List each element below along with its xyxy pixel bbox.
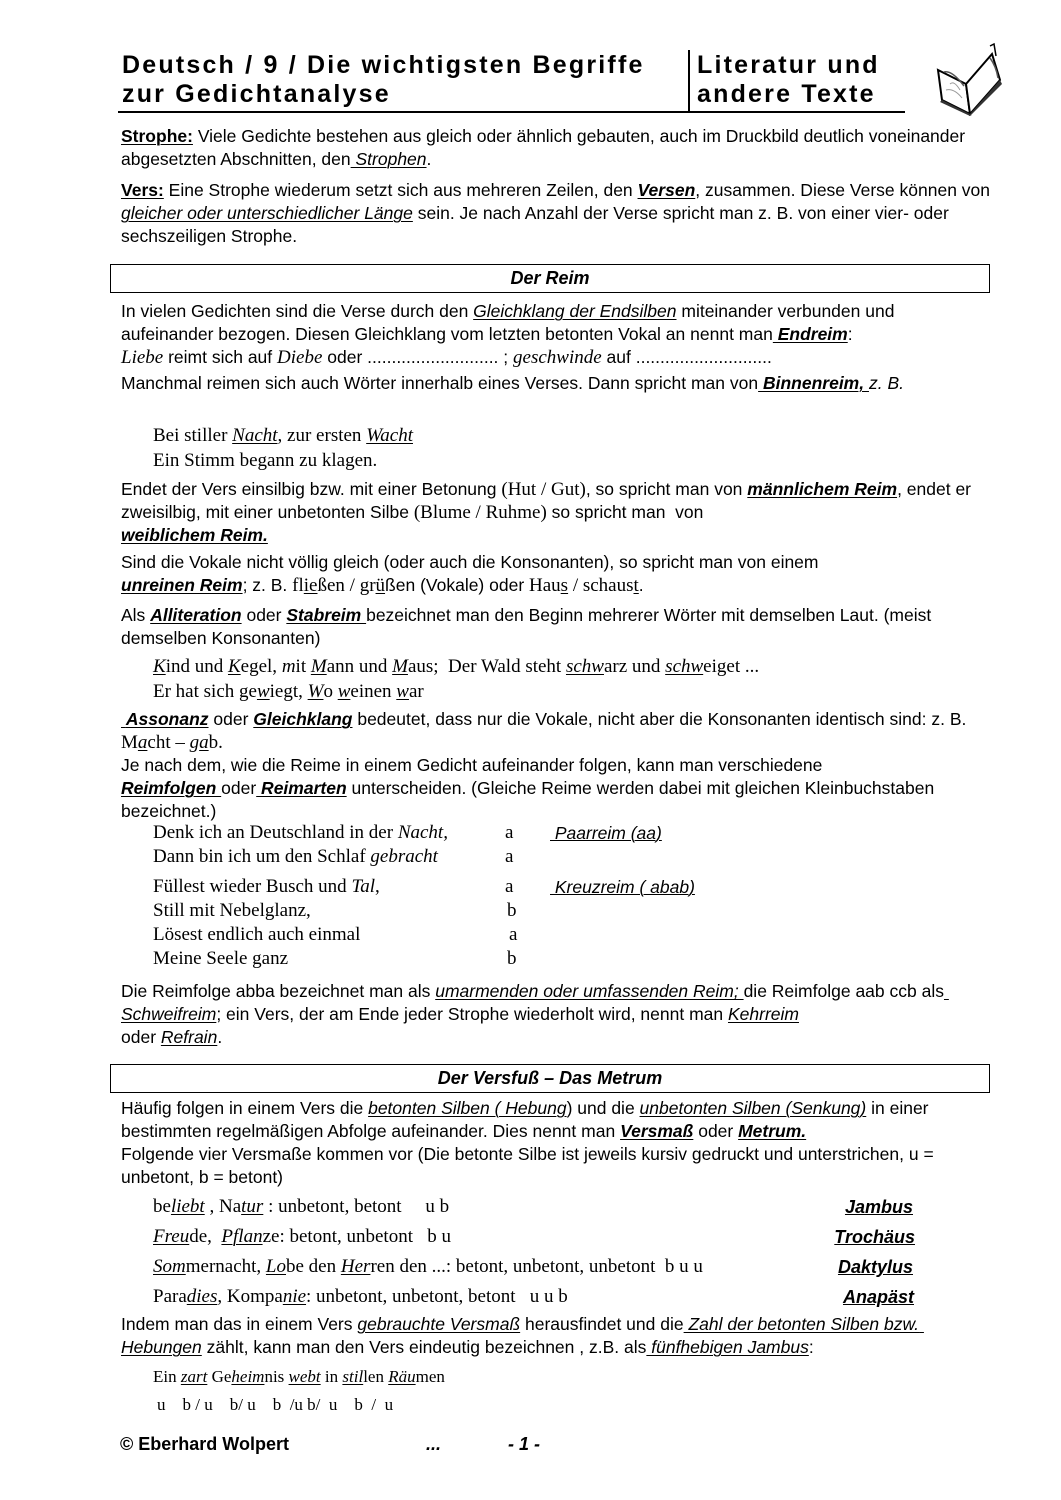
text-run: Lösest endlich auch einmal [153,924,361,945]
text-run: , zusammen. Diese Verse können von [695,180,995,200]
text-run: . [217,1027,223,1047]
emphasized-text: schw [565,656,604,677]
meter-example [153,1252,703,1282]
text-run: so spricht man von [551,502,704,522]
text-run: Als [121,605,151,625]
emphasized-text: Lo [265,1256,286,1277]
text-run: , Na [204,1196,242,1217]
text-run: eiget ... Er hat sich ge [153,656,760,702]
paragraph-endreim [121,300,991,369]
meter-example [153,1222,451,1252]
paragraph-assonanz [121,708,991,823]
text-run: Füllest wieder Busch und [153,876,352,897]
emphasized-text: gleicher oder unterschiedlicher Länge [121,203,413,223]
text-run: Diebe [277,347,323,368]
text-run: . [426,149,432,169]
text-run: fl [292,575,304,596]
text-run: ind und [165,656,228,677]
emphasized-text: nie [282,1286,307,1307]
title-line: Deutsch / 9 / Die wichtigsten Begriffe [122,51,645,79]
text-run: , Kompa [217,1286,283,1307]
meter-name: Jambus [844,1197,913,1217]
emphasized-text: Gleichklang der Endsilben [473,301,677,321]
text-run: it [295,656,311,677]
paragraph-strophe [121,125,991,171]
text-run: unterscheiden. (Gleiche Reime werden dabei mit gleichen Kleinbuchstaben bezeichnet.) [121,778,940,821]
text-run: be den [286,1256,341,1277]
text-run: Bei stiller [153,425,233,446]
subject-label [697,51,880,109]
emphasized-text: umarmenden oder umfassenden Reim; [435,981,744,1001]
emphasized-text: dies [186,1286,218,1307]
verse-text [153,845,438,869]
text-run: geschwinde [513,347,602,368]
verse-text [153,875,380,899]
verse-text [153,947,288,971]
open-book-icon [930,40,1008,116]
text-run: bedeutet, dass nur die Vokale, nicht aber die Konsonanten identisch sind: z. B. [352,709,972,729]
text-run: / schaus [568,575,634,596]
emphasized-text: tur [241,1196,264,1217]
emphasized-text: a [199,732,209,753]
key-term: Binnenreim, [758,373,869,393]
rhyme-scheme-name: Kreuzreim ( abab) [550,877,695,897]
subject-line: Literatur und [697,51,880,79]
emphasized-text: ü [375,575,386,596]
section-heading-reim: Der Reim [110,264,990,293]
key-term: Alliteration [150,605,242,625]
emphasized-text: stil [342,1367,364,1386]
text-run: gebracht [370,846,438,867]
emphasized-text: w [256,681,270,702]
text-run: oder ........................... ; [322,347,514,367]
text-run: Endet der Vers einsilbig bzw. mit einer Betonung [121,479,502,499]
rhyme-letter: a [505,846,514,867]
text-run: aus; Der Wald steht [407,656,566,677]
text-run: Still mit Nebelglanz, [153,900,311,921]
meter-name: Trochäus [834,1227,915,1247]
emphasized-text: K [227,656,241,677]
text-run: ßen [385,575,416,595]
example-verse-scansion [157,1392,977,1417]
example-verse [153,1364,973,1389]
text-run: de, [189,1226,222,1247]
key-term: Vers: [121,180,164,200]
emphasized-text: schw [665,656,704,677]
text-run: (Vokale) oder [415,575,530,595]
key-term: Versmaß [620,1121,694,1141]
footer-ellipsis: ... [426,1434,442,1454]
text-run: Manchmal reimen sich auch Wörter innerhalb eines Verses. Dann spricht man von [121,373,759,393]
key-term: Versen [637,180,696,200]
emphasized-text: s [560,575,569,596]
footer-author: © Eberhard Wolpert [120,1434,289,1454]
key-term: Gleichklang [253,709,353,729]
text-run: Para [153,1286,187,1307]
emphasized-text: Räu [388,1367,416,1386]
rhyme-letter: b [507,948,517,969]
header-divider [688,50,690,112]
text-run: Folgende vier Versmaße kommen vor (Die betonte Silbe ist jeweils kursiv gedruckt und unterstrichen, u = unbetont, b = betont) [121,1144,934,1187]
text-run: g [189,732,200,753]
text-run: ; z. B. [242,575,293,595]
document-title [122,51,645,109]
text-run: zählt, kann man den Vers eindeutig bezeichnen , z.B. als [201,1337,647,1357]
text-run: , so spricht man von [585,479,748,499]
meter-name: Anapäst [842,1287,914,1307]
key-term: unreinen Reim [121,575,243,595]
text-run: M [121,732,138,753]
section-heading-versfuss: Der Versfuß – Das Metrum [110,1064,990,1093]
text-run: einen [350,681,397,702]
emphasized-text: Refrain [160,1027,218,1047]
key-term: Stabreim [286,605,367,625]
text-run: z. B. [868,373,904,393]
emphasized-text: fünfhebigen Jambus [646,1337,809,1357]
emphasized-text: zart [180,1367,208,1386]
text-run: Ein [153,1367,181,1386]
text-run: Viele Gedichte bestehen aus gleich oder ähnlich gebauten, auch im Druckbild deutlich voneinander abgesetzten Abschnitten, den [121,126,970,169]
title-line: zur Gedichtanalyse [122,80,391,108]
emphasized-text: w [396,681,409,702]
text-run: auf ............................ [601,347,772,367]
text-run: In vielen Gedichten sind die Verse durch den [121,301,474,321]
emphasized-text: heim [231,1367,265,1386]
text-run: : [847,324,853,344]
text-run: ßen / gr [317,575,376,596]
emphasized-text: Schweifreim [121,981,949,1024]
text-run: oder [241,605,287,625]
text-run: be [153,1196,171,1217]
emphasized-text: W [307,681,324,702]
emphasized-text: Som [153,1256,186,1277]
text-run: Häufig folgen in einem Vers die [121,1098,369,1118]
paragraph-vers [121,179,995,248]
text-run: sein. Je nach Anzahl der Verse spricht man z. B. von einer vier- oder sechszeiligen Strophe. [121,203,954,246]
emphasized-text: Nacht [232,425,278,446]
text-run: Je nach dem, wie die Reime in einem Gedicht aufeinander folgen, kann man verschiedene [121,755,823,775]
rhyme-letter: a [505,822,514,843]
emphasized-text: t [633,575,639,596]
emphasized-text: M [392,656,408,677]
key-term: Reimfolgen [121,778,222,798]
paragraph-maennlich-weiblich [121,478,991,547]
text-run: oder [221,778,257,798]
meter-row [153,1252,913,1282]
text-run: Indem man das in einem Vers [121,1314,358,1334]
text-run: in einer bestimmten regelmäßigen Abfolge aufeinander. Dies nennt man [121,1098,934,1141]
text-run: u b / u b/ u b /u b/ u b / u [157,1395,394,1414]
emphasized-text: ie [303,575,318,596]
text-run: men [415,1367,445,1386]
text-run: Meine Seele ganz [153,948,289,969]
paragraph-binnenreim [121,372,991,395]
text-run: ann und [326,656,393,677]
key-term: weiblichem Reim. [121,525,268,545]
rhyme-letter: a [505,876,514,897]
text-run: (Hut / Gut) [501,479,586,500]
text-run: cht – [147,732,190,753]
text-run: oder [208,709,254,729]
key-term: Reimarten [256,778,347,798]
text-run: Hau [529,575,561,596]
verse-text [153,923,360,947]
emphasized-text: Zahl der betonten Silben bzw. Hebungen [121,1314,924,1357]
meter-row [153,1222,913,1252]
text-run: Ge [207,1367,232,1386]
text-run: bezeichnet man den Beginn mehrerer Wörter mit demselben Laut. (meist demselben Konsonanten) [121,605,937,648]
text-run: Tal [351,876,376,897]
poem-example-alliteration [153,654,973,704]
emphasized-text: Freu [153,1226,190,1247]
paragraph-unreiner-reim [121,551,991,597]
text-run: Sind die Vokale nicht völlig gleich (oder auch die Konsonanten), so spricht man von einem [121,552,819,572]
text-run: arz und [603,656,666,677]
text-run: Liebe [121,347,164,368]
meter-table [153,1192,913,1312]
emphasized-text: unbetonten Silben (Senkung) [639,1098,867,1118]
emphasized-text: a [137,732,148,753]
text-run: : [808,1337,814,1357]
text-run: mernacht, [185,1256,266,1277]
text-run: oder [693,1121,739,1141]
meter-row [153,1282,913,1312]
text-run: Ein Stimm begann zu klagen. [153,450,378,471]
subject-line: andere Texte [697,80,876,108]
header-rule [118,111,905,113]
verse-text [153,899,311,923]
text-run: ) und die [566,1098,640,1118]
rhyme-scheme-name: Paarreim (aa) [550,823,662,843]
poem-example-binnenreim [153,423,973,473]
paragraph-alliteration [121,604,991,650]
emphasized-text: Wacht [366,425,413,446]
text-run: reimt sich auf [163,347,278,367]
emphasized-text: Kehrreim [727,1004,799,1024]
text-run: ar [408,681,424,702]
rhyme-letter: a [509,924,518,945]
key-term: Metrum. [738,1121,807,1141]
text-run: . [638,575,644,595]
text-run: Denk ich an Deutschland in der [153,822,398,843]
text-run: herausfindet und die [520,1314,684,1334]
key-term: männlichem Reim [747,479,898,499]
text-run: o [323,681,338,702]
text-run: miteinander verbunden und aufeinander bezogen. Diesen Gleichklang vom letzten betonten Vokal an nennt man [121,301,900,344]
paragraph-verse-naming [121,1313,991,1359]
text-run: Nacht, [397,822,448,843]
meter-example [153,1192,449,1222]
text-run: ze: betont, unbetont b u [262,1226,451,1247]
text-run: in [320,1367,343,1386]
key-term: Strophe: [121,126,193,146]
text-run: , endet er zweisilbig, mit einer unbetonten Silbe [121,479,976,522]
meter-row [153,1192,913,1222]
text-run: : unbetont, betont u b [263,1196,450,1217]
key-term: Endreim [772,324,848,344]
meter-name: Daktylus [837,1257,913,1277]
emphasized-text: gebrauchte Versmaß [357,1314,521,1334]
text-run: ren den ...: betont, unbetont, unbetont b u u [370,1256,703,1277]
text-run: die Reimfolge aab ccb als [743,981,944,1001]
emphasized-text: w [337,681,351,702]
text-run: m [281,656,296,677]
text-run: : unbetont, unbetont, betont u u b [306,1286,568,1307]
text-run: , [375,876,380,897]
text-run: iegt, [269,681,308,702]
paragraph-reimfolge [121,980,991,1049]
page-number: - 1 - [508,1434,541,1454]
text-run: egel, [240,656,282,677]
paragraph-metrum [121,1097,991,1189]
text-run: ; ein Vers, der am Ende jeder Strophe wiederholt wird, nennt man [216,1004,728,1024]
text-run: , zur ersten [277,425,367,446]
text-run: Eine Strophe wiederum setzt sich aus mehreren Zeilen, den [163,180,638,200]
rhyme-letter: b [507,900,517,921]
emphasized-text: M [310,656,327,677]
text-run: nis [264,1367,289,1386]
text-run: b. [208,732,223,753]
verse-text [153,821,448,845]
text-run: oder [121,1027,157,1047]
emphasized-text: liebt [170,1196,205,1217]
emphasized-text: Her [340,1256,371,1277]
emphasized-text: Pflan [221,1226,263,1247]
emphasized-text: K [153,656,166,677]
meter-example [153,1282,568,1312]
text-run: Die Reimfolge abba bezeichnet man als [121,981,436,1001]
emphasized-text: webt [288,1367,321,1386]
emphasized-text: betonten Silben ( Hebung [368,1098,567,1118]
key-term: Assonanz [121,709,209,729]
text-run: len [363,1367,389,1386]
text-run: Dann bin ich um den Schlaf [153,846,371,867]
text-run: (Blume / Ruhme) [413,502,547,523]
emphasized-text: Strophen [350,149,427,169]
